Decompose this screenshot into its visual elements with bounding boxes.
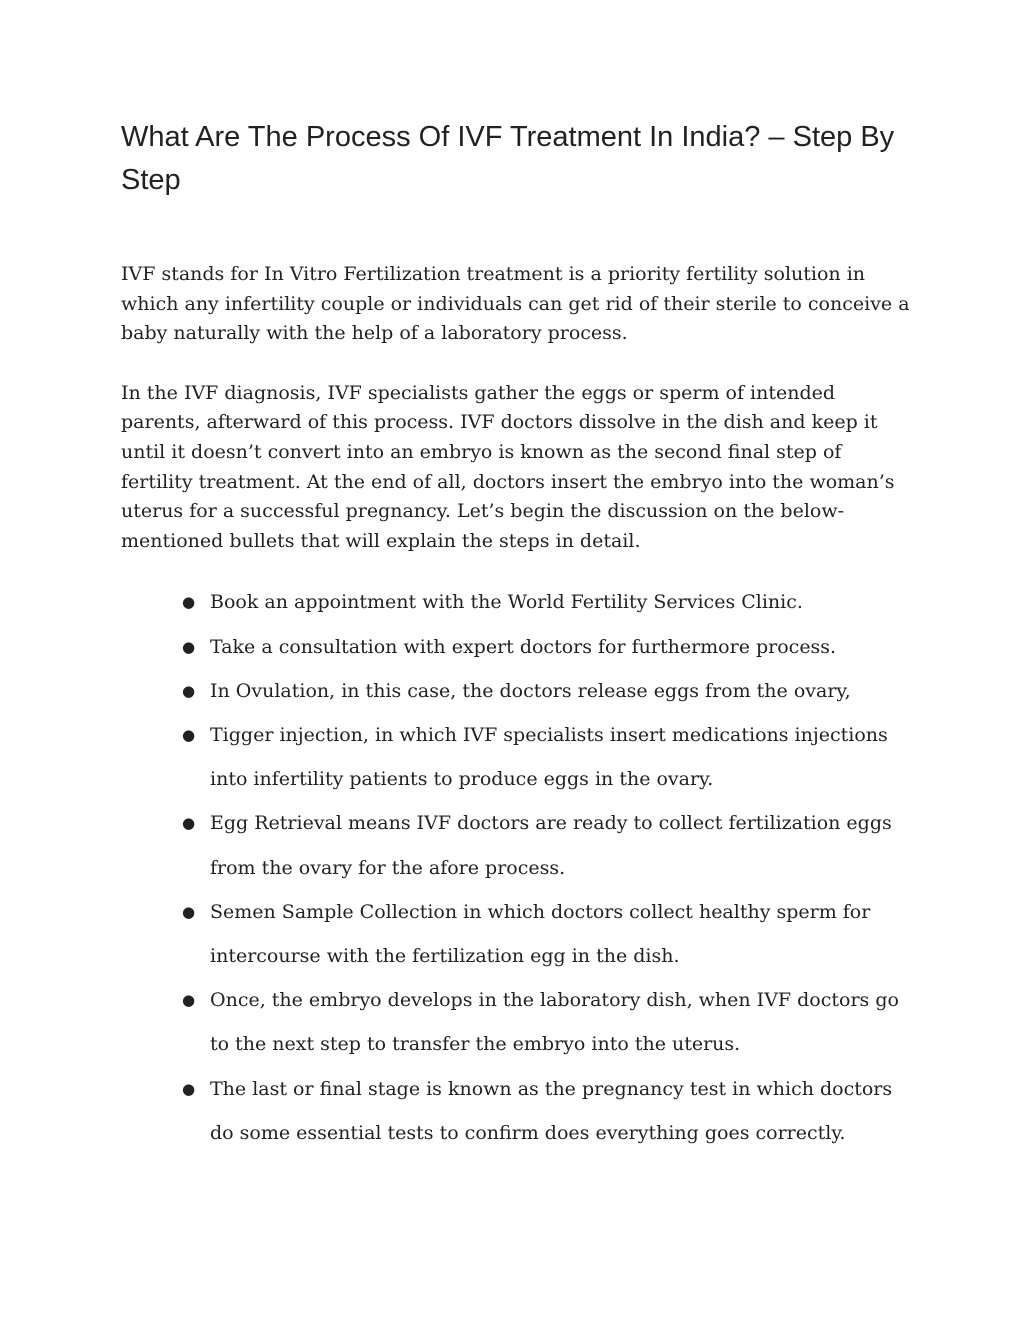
list-item-text: Semen Sample Collection in which doctors collect healthy sperm for intercourse with the fertilization egg in the dish. (210, 900, 871, 967)
list-item-text: Egg Retrieval means IVF doctors are ready to collect fertilization eggs from the ovary for the afore process. (210, 812, 892, 879)
list-item (182, 1067, 911, 1155)
bullet-icon: ● (182, 725, 196, 744)
list-item (182, 801, 911, 889)
bullet-icon: ● (182, 991, 196, 1010)
list-item (182, 890, 911, 978)
list-item (182, 625, 911, 669)
document-page (121, 116, 911, 1155)
steps-list (121, 580, 911, 1155)
bullet-icon: ● (182, 814, 196, 833)
bullet-icon: ● (182, 593, 196, 612)
intro-paragraph: IVF stands for In Vitro Fertilization treatment is a priority fertility solution in which any infertility couple or individuals can get rid of their sterile to conceive a baby naturally with the help of a laboratory process. (121, 263, 910, 345)
list-item-text: Take a consultation with expert doctors for furthermore process. (210, 635, 837, 658)
list-item-text: Book an appointment with the World Fertility Services Clinic. (210, 591, 803, 614)
list-item-text: The last or final stage is known as the pregnancy test in which doctors do some essential tests to confirm does everything goes correctly. (210, 1077, 893, 1144)
list-item-text: In Ovulation, in this case, the doctors release eggs from the ovary, (210, 679, 851, 702)
bullet-icon: ● (182, 902, 196, 921)
bullet-icon: ● (182, 681, 196, 700)
list-item-text: Once, the embryo develops in the laboratory dish, when IVF doctors go to the next step to transfer the embryo into the uterus. (210, 989, 899, 1056)
list-item (182, 978, 911, 1066)
list-item (182, 713, 911, 801)
process-paragraph: In the IVF diagnosis, IVF specialists gather the eggs or sperm of intended parents, afterward of this process. IVF doctors dissolve in the dish and keep it until it doesn’t convert into an embryo is known as the second final step of fertility treatment. At the end of all, doctors insert the embryo into the woman’s uterus for a successful pregnancy. Let’s begin the discussion on the below-mentioned bullets that will explain the steps in detail. (121, 381, 895, 552)
list-item-text: Tigger injection, in which IVF specialists insert medications injections into infertility patients to produce eggs in the ovary. (210, 723, 888, 791)
bullet-icon: ● (182, 1079, 196, 1098)
list-item (182, 669, 911, 713)
list-item (182, 580, 911, 624)
bullet-icon: ● (182, 637, 196, 656)
page-title: What Are The Process Of IVF Treatment In India? – Step By Step (121, 121, 895, 196)
